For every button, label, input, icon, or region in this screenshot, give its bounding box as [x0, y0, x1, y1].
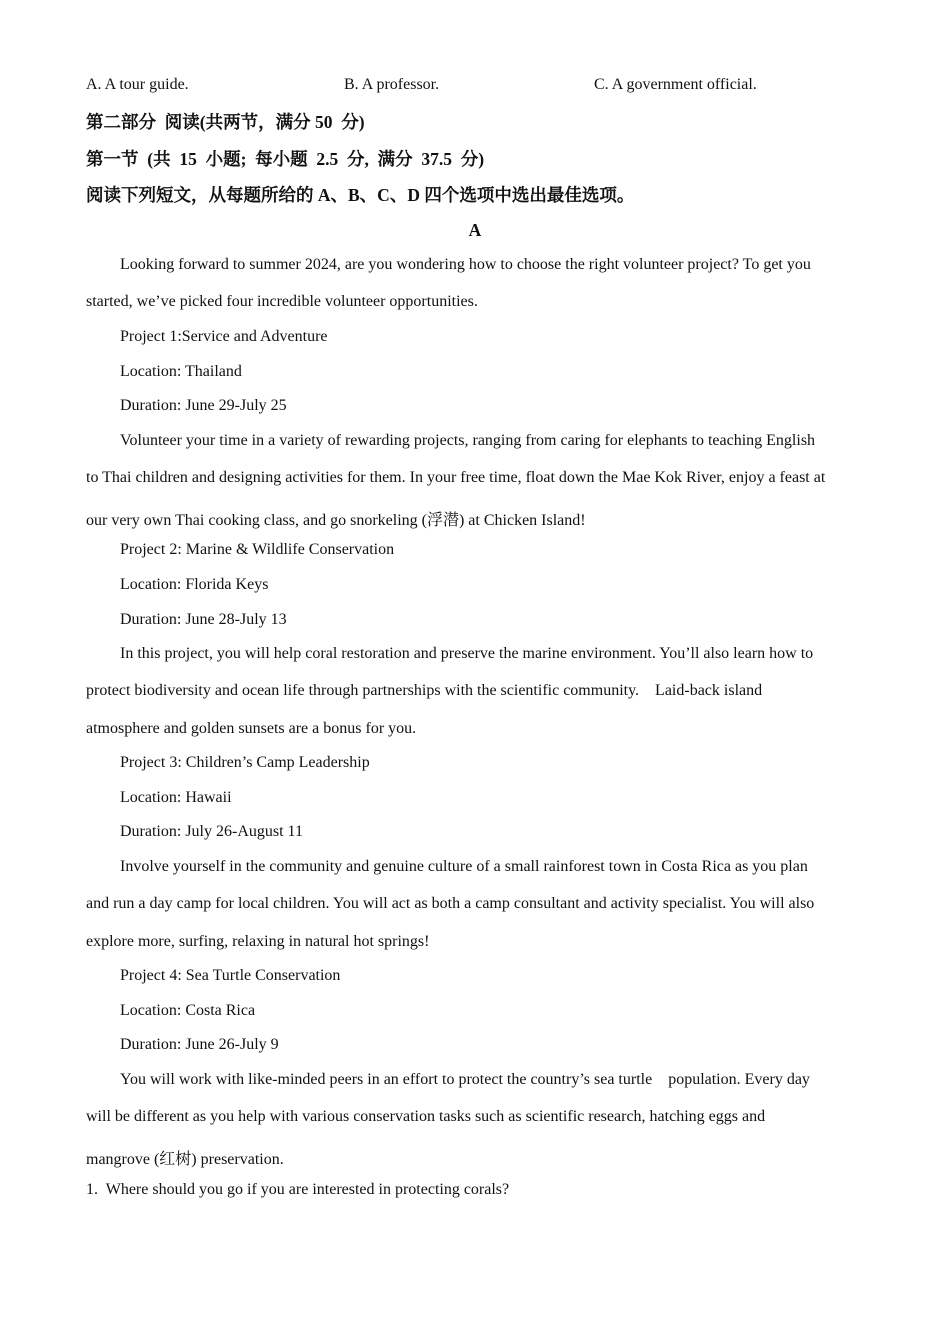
intro-line-2: started, we’ve picked four incredible volunteer opportunities. — [86, 293, 478, 310]
project-1-desc-3: our very own Thai cooking class, and go snorkeling (浮潜) at Chicken Island! — [86, 512, 586, 529]
passage-label: A — [468, 220, 482, 240]
project-4-desc-2: will be different as you help with various conservation tasks such as scientific research, hatching eggs and — [86, 1108, 766, 1125]
project-4-desc-1: You will work with like-minded peers in an effort to protect the country’s sea turtle population. Every day — [120, 1071, 810, 1088]
option-b: B. A professor. — [344, 76, 440, 93]
project-2-desc-1: In this project, you will help coral restoration and preserve the marine environment. You’ll also learn how to — [120, 645, 814, 662]
project-1-duration: Duration: June 29-July 25 — [120, 397, 287, 414]
project-4-title: Project 4: Sea Turtle Conservation — [120, 967, 341, 984]
intro-line-1: Looking forward to summer 2024, are you wondering how to choose the right volunteer project? To get you — [120, 256, 811, 273]
project-3-desc-1: Involve yourself in the community and genuine culture of a small rainforest town in Costa Rica as you plan — [120, 858, 808, 875]
project-4-location: Location: Costa Rica — [120, 1002, 256, 1019]
option-c: C. A government official. — [594, 76, 757, 93]
project-3-title: Project 3: Children’s Camp Leadership — [120, 754, 370, 771]
project-2-title: Project 2: Marine & Wildlife Conservation — [120, 541, 395, 558]
part-title: 第二部分 阅读(共两节，满分 50 分) — [86, 112, 365, 132]
subsection-title: 第一节 (共 15 小题; 每小题 2.5 分, 满分 37.5 分) — [86, 149, 485, 169]
project-3-location: Location: Hawaii — [120, 789, 232, 806]
project-1-desc-2: to Thai children and designing activities for them. In your free time, float down the Mae Kok River, enjoy a feast at — [86, 469, 826, 486]
project-2-location: Location: Florida Keys — [120, 576, 269, 593]
project-1-title: Project 1:Service and Adventure — [120, 328, 328, 345]
project-1-desc-1: Volunteer your time in a variety of rewarding projects, ranging from caring for elephants to teaching English — [120, 432, 816, 449]
project-4-desc-3: mangrove (红树) preservation. — [86, 1151, 284, 1168]
project-3-desc-2: and run a day camp for local children. You will act as both a camp consultant and activity specialist. You will also — [86, 895, 815, 912]
project-1-location: Location: Thailand — [120, 363, 242, 380]
project-3-duration: Duration: July 26-August 11 — [120, 823, 303, 840]
instruction: 阅读下列短文，从每题所给的 A、B、C、D 四个选项中选出最佳选项。 — [86, 185, 635, 205]
option-a: A. A tour guide. — [86, 76, 189, 93]
question-1: 1. Where should you go if you are interested in protecting corals? — [86, 1181, 510, 1198]
project-2-desc-3: atmosphere and golden sunsets are a bonus for you. — [86, 720, 417, 737]
project-2-desc-2: protect biodiversity and ocean life through partnerships with the scientific community. Laid-back island — [86, 682, 763, 699]
project-2-duration: Duration: June 28-July 13 — [120, 611, 287, 628]
project-4-duration: Duration: June 26-July 9 — [120, 1036, 279, 1053]
project-3-desc-3: explore more, surfing, relaxing in natural hot springs! — [86, 933, 430, 950]
